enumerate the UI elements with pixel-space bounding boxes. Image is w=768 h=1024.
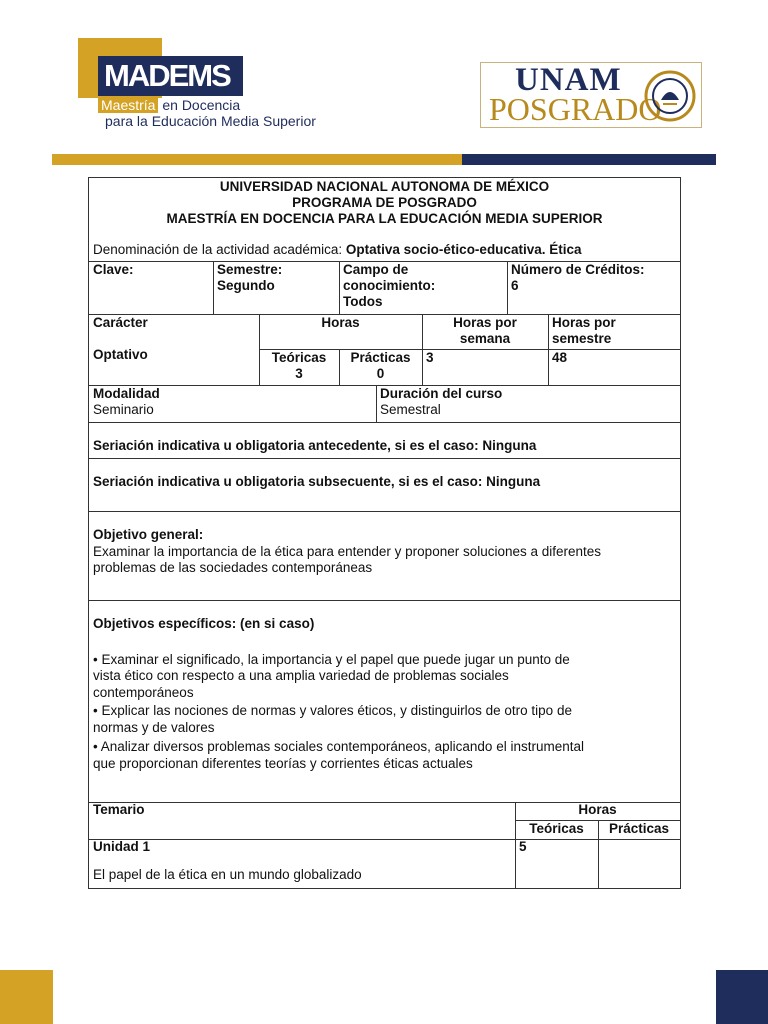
objetivo-general-line-2: problemas de las sociedades contemporáneas xyxy=(93,560,373,575)
unam-logo-line1: UNAM xyxy=(515,62,622,98)
practicas-label: Prácticas xyxy=(350,350,411,365)
objetivo-1-line-1: • Examinar el significado, la importancia y el papel que puede jugar un punto de xyxy=(93,652,570,667)
clave-label: Clave: xyxy=(93,262,134,277)
horas-semana-value: 3 xyxy=(426,350,434,365)
objetivo-general-line-1: Examinar la importancia de la ética para entender y proponer soluciones a diferentes xyxy=(93,544,602,559)
semestre-label: Semestre: xyxy=(217,262,283,277)
campo-label-1: Campo de xyxy=(343,262,409,277)
madems-brand: MADEMS xyxy=(98,56,243,96)
objetivo-3-line-2: que proporcionan diferentes teorías y corrientes éticas actuales xyxy=(93,756,473,771)
objetivos-especificos-label: Objetivos específicos: (en si caso) xyxy=(93,616,315,631)
unam-seal-icon xyxy=(643,70,697,122)
duracion-label: Duración del curso xyxy=(380,386,503,401)
seriacion-subsecuente: Seriación indicativa u obligatoria subsecuente, si es el caso: Ninguna xyxy=(93,474,541,489)
unam-posgrado-logo xyxy=(480,62,702,128)
temario-horas-label: Horas xyxy=(578,802,617,817)
unidad-1-title: El papel de la ética en un mundo globalizado xyxy=(93,867,362,882)
modalidad-label: Modalidad xyxy=(93,386,160,401)
caracter-label: Carácter xyxy=(93,315,148,330)
unam-logo-line2: POSGRADO xyxy=(489,91,662,127)
creditos-value: 6 xyxy=(511,278,519,293)
temario-practicas-label: Prácticas xyxy=(608,821,670,836)
horas-semestre-label-2: semestre xyxy=(552,331,612,346)
madems-tagline-2: para la Educación Media Superior xyxy=(105,113,316,129)
madems-logo xyxy=(78,38,338,138)
footer-navy-block xyxy=(716,970,768,1024)
horas-semana-label-1: Horas por xyxy=(453,315,517,330)
objetivo-1-line-3: contemporáneos xyxy=(93,685,194,700)
madems-tagline-1: Maestría en Docencia xyxy=(98,96,240,114)
header-navy-bar xyxy=(462,154,716,165)
horas-label: Horas xyxy=(321,315,360,330)
creditos-label: Número de Créditos: xyxy=(511,262,645,277)
title-line-1: UNIVERSIDAD NACIONAL AUTONOMA DE MÉXICO xyxy=(219,179,550,194)
practicas-value: 0 xyxy=(376,366,385,381)
temario-label: Temario xyxy=(93,802,145,817)
horas-semestre-value: 48 xyxy=(552,350,568,365)
seriacion-antecedente: Seriación indicativa u obligatoria antecedente, si es el caso: Ninguna xyxy=(93,438,537,453)
temario-teoricas-label: Teóricas xyxy=(529,821,584,836)
course-form-table xyxy=(88,177,681,889)
objetivo-2-line-2: normas y de valores xyxy=(93,720,215,735)
teoricas-value: 3 xyxy=(295,366,303,381)
unidad-1-label: Unidad 1 xyxy=(93,839,151,854)
modalidad-value: Seminario xyxy=(93,402,154,417)
horas-semestre-label-1: Horas por xyxy=(552,315,616,330)
objetivo-3-line-1: • Analizar diversos problemas sociales contemporáneos, aplicando el instrumental xyxy=(93,739,584,754)
denominacion-row: Denominación de la actividad académica: Optativa socio-ético-educativa. Ética xyxy=(93,242,582,257)
campo-value: Todos xyxy=(343,294,383,309)
unidad-1-teoricas: 5 xyxy=(519,839,527,854)
header-gold-bar xyxy=(52,154,462,165)
horas-semana-label-2: semana xyxy=(459,331,511,346)
objetivo-general-label: Objetivo general: xyxy=(93,527,204,542)
footer-gold-block xyxy=(0,970,53,1024)
title-line-3: MAESTRÍA EN DOCENCIA PARA LA EDUCACIÓN MEDIA SUPERIOR xyxy=(166,211,603,226)
title-line-2: PROGRAMA DE POSGRADO xyxy=(292,195,477,210)
objetivo-1-line-2: vista ético con respecto a una amplia variedad de problemas sociales xyxy=(93,668,509,683)
semestre-value: Segundo xyxy=(217,278,275,293)
objetivo-2-line-1: • Explicar las nociones de normas y valores éticos, y distinguirlos de otro tipo de xyxy=(93,703,572,718)
campo-label-2: conocimiento: xyxy=(343,278,436,293)
teoricas-label: Teóricas xyxy=(271,350,327,365)
caracter-value: Optativo xyxy=(93,347,148,362)
duracion-value: Semestral xyxy=(380,402,441,417)
